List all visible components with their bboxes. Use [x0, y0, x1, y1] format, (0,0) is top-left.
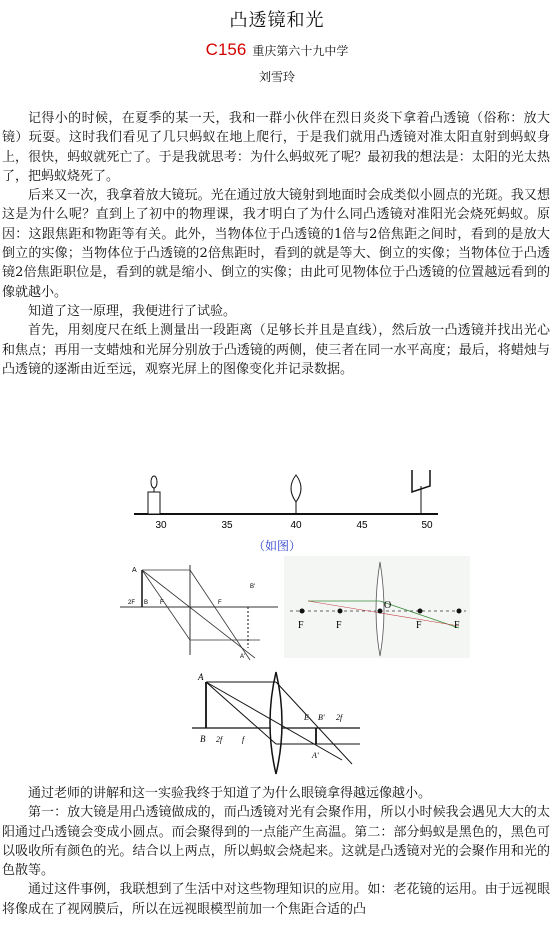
- diagram-label: B: [200, 734, 206, 744]
- diagram-label: F: [454, 620, 460, 631]
- diagram-label: 2F: [128, 600, 136, 606]
- lens-icon: [291, 475, 301, 514]
- focal-point-marker: [457, 609, 462, 614]
- diagram-label: B': [250, 584, 256, 590]
- optical-bench-figure: [120, 470, 450, 532]
- paragraph: 首先，用刻度尺在纸上测量出一段距离（足够长并且是直线），然后放一凸透镜并找出光心和焦点；再用一支蜡烛和光屏分别放于凸透镜的两侧，使三者在同一水平高度；最后，将蜡烛与凸透镜的逐渐由近至远，观察光屏上的图像变化并记录数据。: [2, 323, 550, 377]
- diagram-label: F: [160, 600, 164, 606]
- paragraph: 知道了这一原理，我便进行了试验。: [28, 303, 237, 319]
- diagram-label: A: [132, 567, 137, 574]
- diagram-label: E: [304, 713, 309, 722]
- diagram-label: 2f: [336, 713, 343, 722]
- figure-caption: （如图）: [252, 539, 301, 553]
- diagram-label: F: [416, 620, 422, 631]
- diagram-label: B: [144, 600, 149, 606]
- ruler-tick-label: 50: [421, 520, 433, 531]
- paragraph: 记得小的时候，在夏季的某一天，我和一群小伙伴在烈日炎炎下拿着凸透镜（俗称：放大镜）玩耍。这时我们看见了几只蚂蚁在地上爬行，于是我们就用凸透镜对准太阳直射到蚂蚁身上，很快，蚂蚁就死亡了。于是我就思考：为什么蚂蚁死了呢？最初我的想法是：太阳的光太热了，把蚂蚁烧死了。: [2, 111, 550, 184]
- paragraph: 通过老师的讲解和这一实验我终于知道了为什么眼镜拿得越远像越小。: [28, 786, 432, 801]
- optical-center-marker: [378, 609, 383, 614]
- ruler-tick-label: 30: [155, 520, 167, 531]
- focal-point-marker: [418, 609, 423, 614]
- ruler-tick-label: 35: [221, 520, 233, 531]
- focal-point-marker: [338, 609, 343, 614]
- ruler-tick-label: 40: [290, 520, 302, 531]
- ray-diagram-right: [284, 556, 470, 658]
- diagram-label: A': [240, 654, 246, 660]
- diagram-label: f: [242, 735, 245, 744]
- focal-point-marker: [300, 609, 305, 614]
- diagram-label: O: [384, 600, 392, 611]
- ray-diagram-bottom: [192, 668, 362, 776]
- diagram-label: F: [298, 620, 304, 631]
- document-code: C156: [205, 40, 247, 59]
- paragraph: 后来又一次，我拿着放大镜玩。光在通过放大镜射到地面时会成类似小圆点的光斑。我又想这是为什么呢？直到上了初中的物理课，我才明白了为什么同凸透镜对准阳光会烧死蚂蚁。原因：这跟焦距和物距等有关。此外，当物体位于凸透镜的1倍与2倍焦距之间时，看到的是放大倒立的实像；当物体位于凸透镜的2倍焦距时，看到的就是等大、倒立的实像；当物体位于凸透镜2倍焦距职位是，看到的就是缩小、倒立的实像；由此可见物体位于凸透镜的位置越远看到的像就越小。: [2, 188, 550, 300]
- school-name: 重庆第六十九中学: [252, 44, 349, 58]
- candle-icon: [148, 476, 160, 514]
- ray-diagram-left: [120, 560, 280, 665]
- source-line: [0, 40, 554, 60]
- diagram-label: F: [218, 600, 222, 606]
- document-title: 凸透镜和光: [229, 10, 325, 31]
- diagram-label: F: [336, 620, 342, 631]
- diagram-label: 2f: [216, 735, 223, 744]
- diagram-label: A: [198, 672, 204, 682]
- paragraph: 通过这件事例，我联想到了生活中对这些物理知识的应用。如：老花镜的运用。由于远视眼将像成在了视网膜后，所以在远视眼模型前加一个焦距合适的凸: [2, 882, 550, 917]
- body-text-top: [2, 109, 550, 379]
- diagram-label: B': [318, 713, 325, 722]
- author-name: 刘雪玲: [258, 70, 295, 84]
- screen-icon: [412, 470, 430, 514]
- diagram-label: A': [312, 751, 319, 760]
- body-text-bottom: [2, 784, 550, 919]
- ruler-tick-label: 45: [356, 520, 368, 531]
- paragraph: 第一：放大镜是用凸透镜做成的，而凸透镜对光有会聚作用，所以小时候我会遇见大大的太阳通过凸透镜会变成小圆点。而会聚得到的一点能产生高温。第二：部分蚂蚁是黑色的，黑色可以吸收所有颜色的光。结合以上两点，所以蚂蚁会烧起来。这就是凸透镜对光的会聚作用和光的色散等。: [2, 805, 550, 879]
